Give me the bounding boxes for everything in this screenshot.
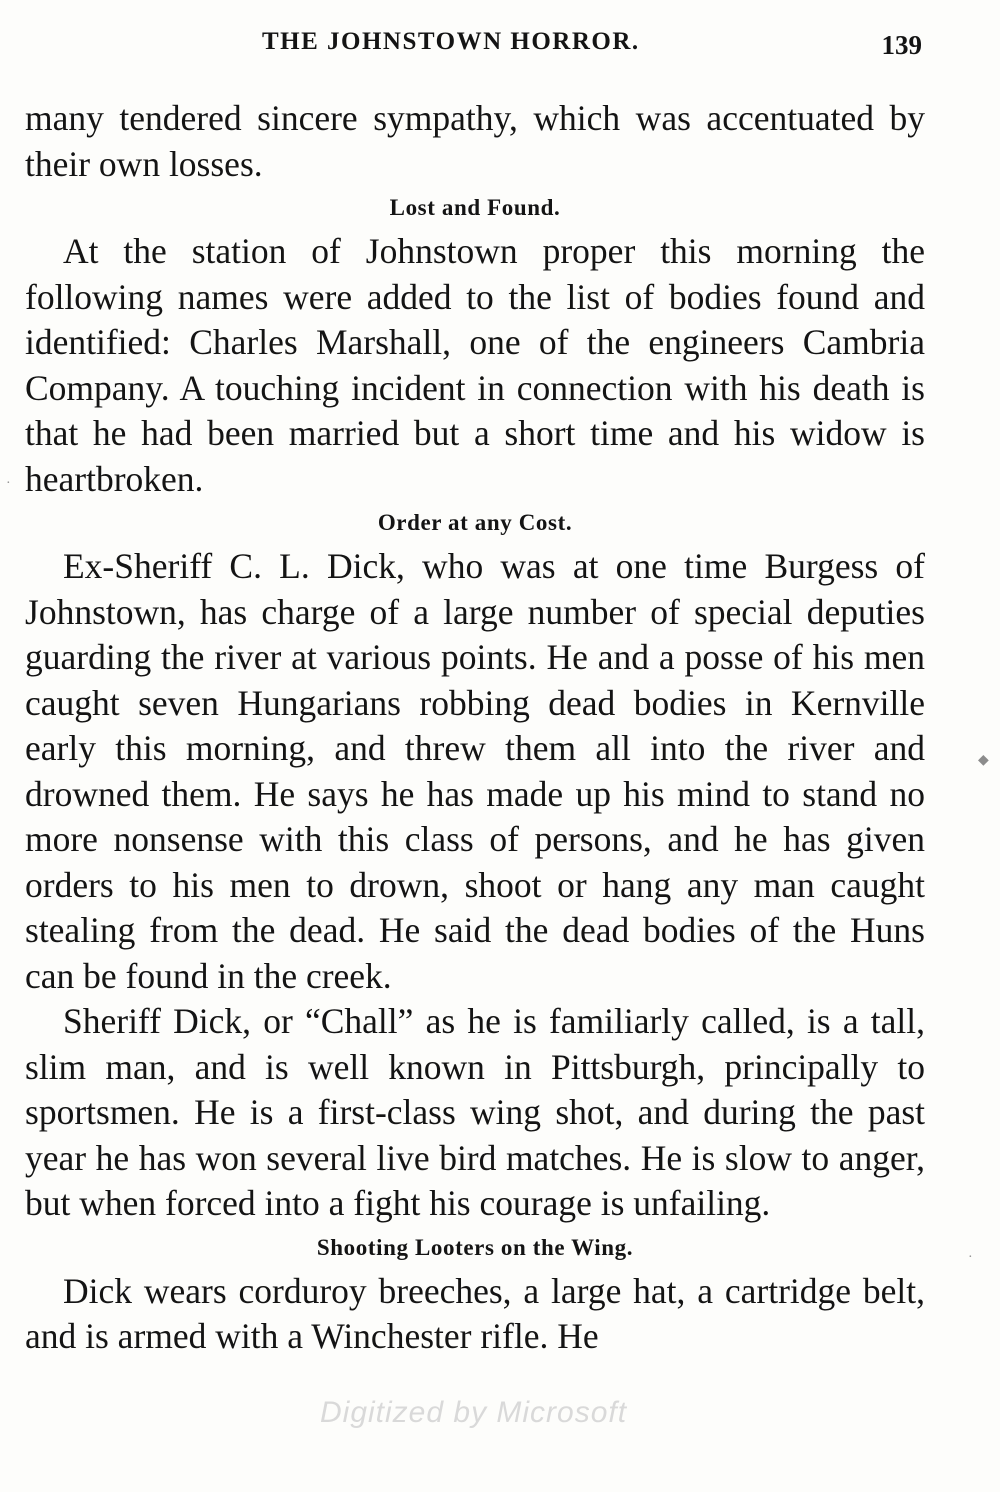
- print-speck: ◆: [978, 753, 989, 768]
- body-text: [25, 96, 925, 1360]
- print-speck: ·: [6, 476, 11, 491]
- paragraph-order-1: Ex-Sheriff C. L. Dick, who was at one time Burgess of Johnstown, has charge of a large number of special deputies guarding the river at various points. He and a posse of his men caught seven Hungarians robbing dead bodies in Kernville early this morning, and threw them all into the river and drowned them. He says he has made up his mind to stand no more nonsense with this class of persons, and he has given orders to his men to drown, shoot or hang any man caught stealing from the dead. He said the dead bodies of the Huns can be found in the creek.: [25, 546, 925, 996]
- paragraph-lost-and-found: At the station of Johnstown proper this morning the following names were added to the list of bodies found and identified: Charles Marshall, one of the engineers Cambria Company. A touching incident in connection with his death is that he had been married but a short time and his widow is heartbroken.: [25, 231, 925, 499]
- paragraph-intro: many tendered sincere sympathy, which was accentuated by their own losses.: [25, 98, 925, 184]
- paragraph-order-2: Sheriff Dick, or “Chall” as he is familiarly called, is a tall, slim man, and is well known in Pittsburgh, principally to sportsmen. He is a first-class wing shot, and during the past year he has won several live bird matches. He is slow to anger, but when forced into a fight his courage is unfailing.: [25, 1001, 925, 1223]
- paragraph-shooting: Dick wears corduroy breeches, a large hat, a cartridge belt, and is armed with a Winchester rifle. He: [25, 1270, 925, 1356]
- running-title: THE JOHNSTOWN HORROR.: [262, 28, 640, 55]
- print-speck: ·: [968, 1250, 973, 1265]
- subheading-shooting-looters: Shooting Looters on the Wing.: [316, 1234, 634, 1260]
- subheading-lost-and-found: Lost and Found.: [389, 195, 561, 220]
- watermark: Digitized by Microsoft: [320, 1396, 628, 1429]
- subheading-order-at-any-cost: Order at any Cost.: [377, 510, 573, 535]
- page-number: 139: [881, 30, 922, 60]
